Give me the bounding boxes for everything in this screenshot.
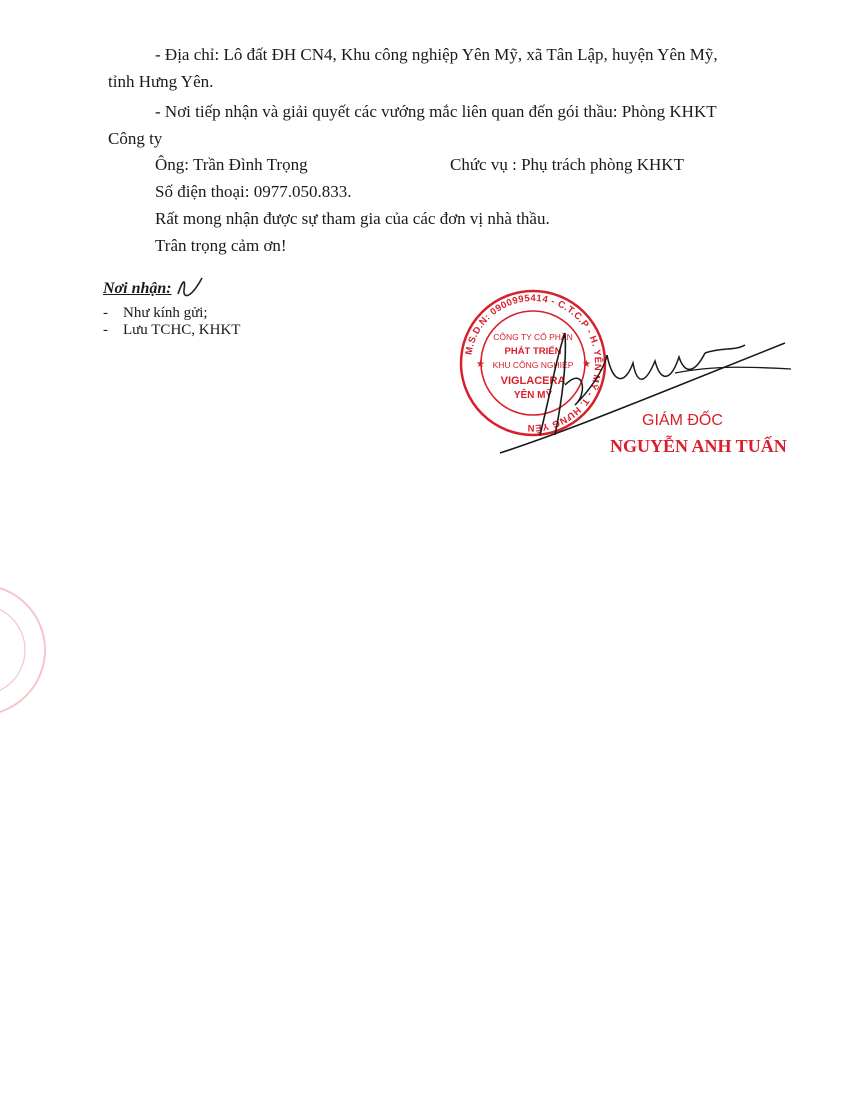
stamp-line-3: KHU CÔNG NGHIỆP bbox=[492, 360, 574, 370]
contact-line-2: Công ty bbox=[108, 129, 163, 148]
list-item: - Như kính gửi; bbox=[103, 305, 208, 321]
stamp-line-1: CÔNG TY CỔ PHẦN bbox=[493, 332, 573, 342]
closing-line-2: Trân trọng cảm ơn! bbox=[155, 236, 287, 255]
recipients-title: Nơi nhận: bbox=[103, 280, 172, 297]
list-item: - Lưu TCHC, KHKT bbox=[103, 322, 241, 338]
contact-line-1: - Nơi tiếp nhận và giải quyết các vướng mắc liên quan đến gói thầu: Phòng KHKT bbox=[155, 102, 717, 121]
contact-person-name: Ông: Trần Đình Trọng bbox=[155, 155, 308, 174]
initial-mark bbox=[172, 272, 212, 304]
stamp-line-2: PHÁT TRIỂN bbox=[504, 346, 562, 357]
address-line-1: - Địa chỉ: Lô đất ĐH CN4, Khu công nghiệp Yên Mỹ, xã Tân Lập, huyện Yên Mỹ, bbox=[155, 45, 718, 64]
svg-text:★: ★ bbox=[476, 359, 485, 370]
contact-person-title: Chức vụ : Phụ trách phòng KHKT bbox=[450, 155, 684, 174]
stamp-ring-text: M.S.D.N: 0900995414 - C.T.C.P - H. YÊN MỸ - T. HƯNG YÊN bbox=[463, 292, 604, 434]
closing-line-1: Rất mong nhận được sự tham gia của các đơn vị nhà thầu. bbox=[155, 209, 550, 228]
stamp-line-5: YÊN MỸ bbox=[513, 390, 553, 401]
contact-phone: Số điện thoại: 0977.050.833. bbox=[155, 182, 352, 201]
stamp-line-4: VIGLACERA bbox=[500, 375, 566, 387]
signatory-name: NGUYỄN ANH TUẤN bbox=[610, 436, 787, 456]
svg-text:★: ★ bbox=[582, 359, 591, 370]
signatory-position: GIÁM ĐỐC bbox=[642, 412, 723, 429]
bleed-through-stamp bbox=[0, 570, 50, 730]
address-line-2: tỉnh Hưng Yên. bbox=[108, 72, 214, 91]
